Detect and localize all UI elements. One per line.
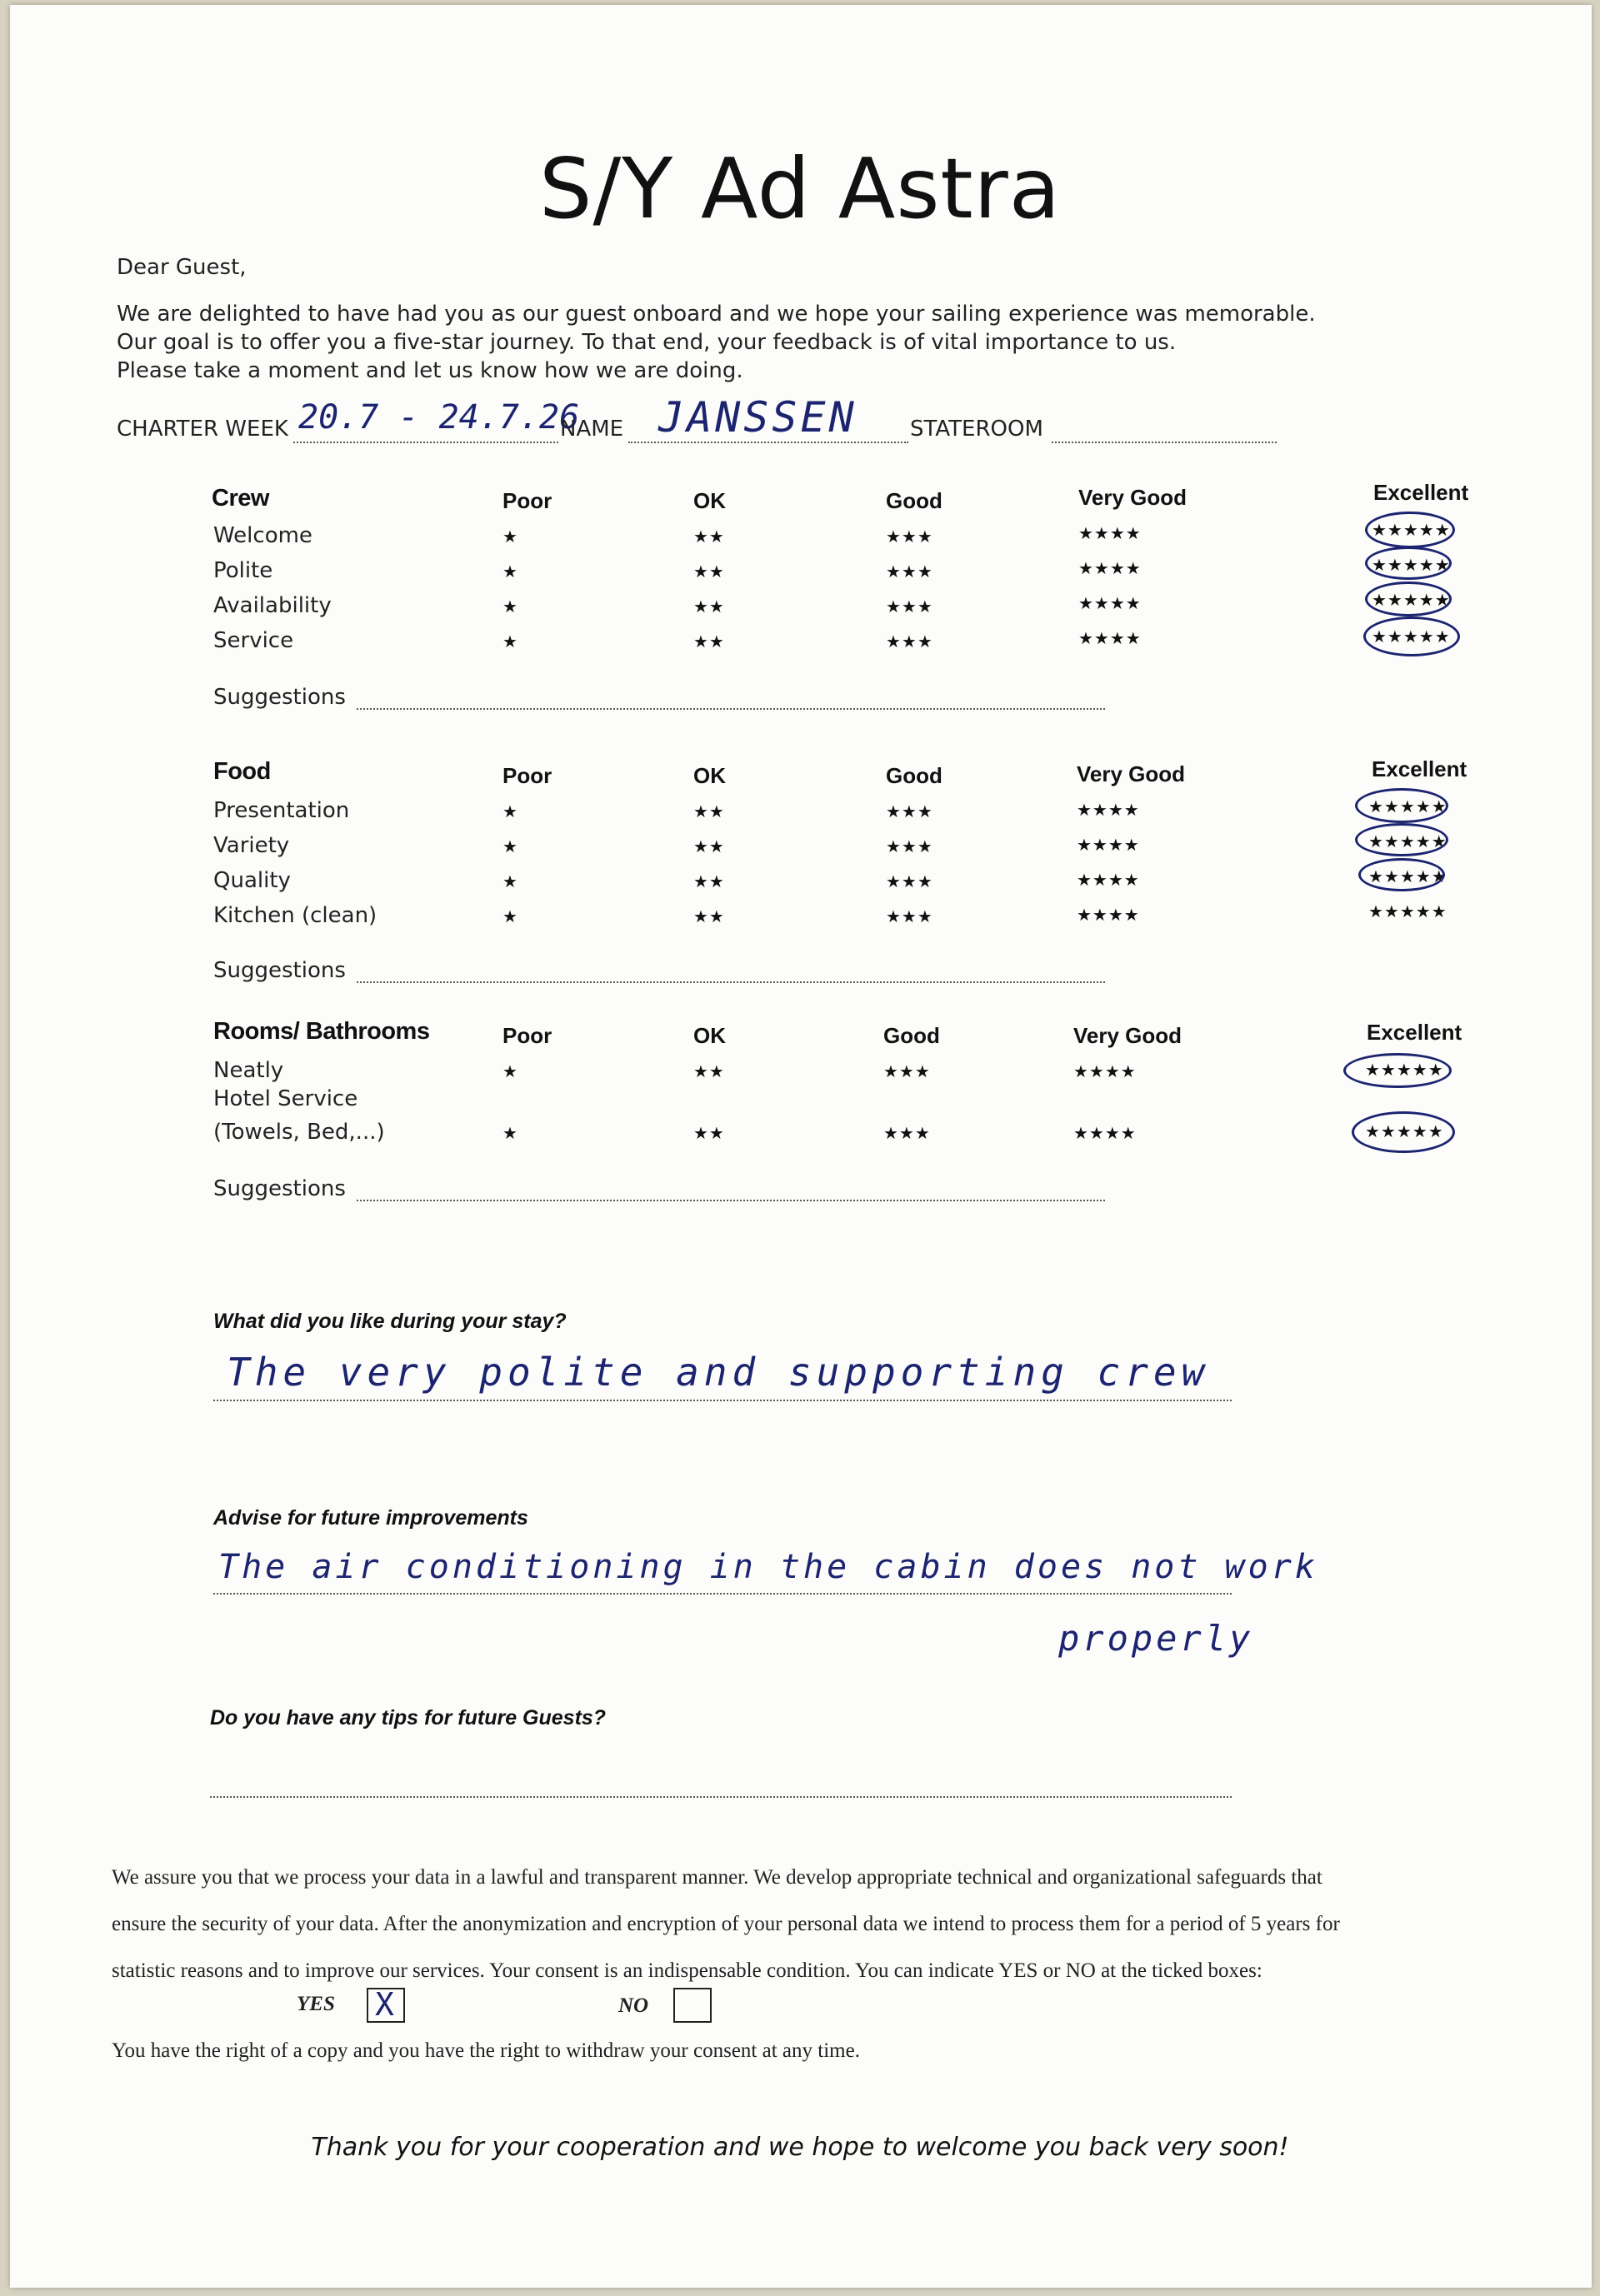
- food-header-excellent: Excellent: [1372, 756, 1468, 781]
- crew-polite-star-3[interactable]: ★★★: [886, 562, 933, 581]
- crew-polite-star-2[interactable]: ★★: [693, 562, 725, 581]
- question-tips: Do you have any tips for future Guests?: [210, 1706, 607, 1729]
- question-improvements: Advise for future improvements: [213, 1506, 528, 1530]
- crew-header-ok: OK: [693, 488, 726, 513]
- food-item-kitchen: Kitchen (clean): [213, 903, 378, 928]
- crew-service-star-1[interactable]: ★: [502, 631, 518, 651]
- crew-service-star-2[interactable]: ★★: [693, 631, 725, 651]
- charter-week-label: CHARTER WEEK: [117, 417, 288, 442]
- food-header-ok: OK: [693, 763, 726, 788]
- intro-line-2: Our goal is to offer you a five-star journey. To that end, your feedback is of vital importance to us.: [117, 330, 1177, 355]
- rooms-hotel-star-2[interactable]: ★★: [693, 1123, 725, 1143]
- section-title-crew: Crew: [212, 485, 269, 512]
- food-kitchen-star-2[interactable]: ★★: [693, 906, 725, 926]
- rooms-hotel-star-4[interactable]: ★★★★: [1073, 1123, 1137, 1143]
- food-quality-star-4[interactable]: ★★★★: [1077, 870, 1140, 890]
- crew-suggestions-field[interactable]: [357, 686, 1105, 710]
- food-quality-star-5[interactable]: ★★★★★: [1368, 866, 1448, 886]
- food-variety-selection-circle: [1355, 823, 1448, 856]
- crew-availability-star-5[interactable]: ★★★★★: [1372, 590, 1451, 610]
- question-liked: What did you like during your stay?: [213, 1310, 567, 1333]
- crew-availability-star-2[interactable]: ★★: [693, 596, 725, 616]
- rooms-header-very-good: Very Good: [1073, 1023, 1182, 1048]
- crew-item-service: Service: [213, 628, 294, 653]
- rooms-neatly-selection-circle: [1343, 1053, 1452, 1088]
- food-variety-star-3[interactable]: ★★★: [886, 836, 933, 856]
- food-variety-star-4[interactable]: ★★★★: [1077, 835, 1140, 855]
- rooms-hotel-star-5[interactable]: ★★★★★: [1365, 1121, 1444, 1141]
- intro-line-3: Please take a moment and let us know how we are doing.: [117, 358, 743, 383]
- rooms-hotel-selection-circle: [1352, 1111, 1455, 1153]
- food-header-poor: Poor: [502, 763, 552, 788]
- intro-line-1: We are delighted to have had you as our guest onboard and we hope your sailing experience was memorable.: [117, 302, 1316, 327]
- rooms-header-good: Good: [883, 1023, 940, 1048]
- rooms-neatly-star-2[interactable]: ★★: [693, 1061, 725, 1081]
- food-quality-star-1[interactable]: ★: [502, 871, 518, 891]
- food-kitchen-star-4[interactable]: ★★★★: [1077, 905, 1140, 925]
- no-checkbox[interactable]: [673, 1988, 712, 2023]
- food-item-presentation: Presentation: [213, 798, 350, 823]
- crew-header-excellent: Excellent: [1373, 480, 1469, 505]
- food-quality-star-2[interactable]: ★★: [693, 871, 725, 891]
- food-presentation-star-3[interactable]: ★★★: [886, 801, 933, 821]
- rooms-neatly-star-5[interactable]: ★★★★★: [1365, 1060, 1444, 1080]
- crew-availability-star-4[interactable]: ★★★★: [1078, 593, 1142, 613]
- crew-welcome-selection-circle: [1365, 512, 1455, 548]
- food-header-good: Good: [886, 763, 942, 788]
- rooms-item-hotel-service: Hotel Service: [213, 1086, 358, 1111]
- yes-checkbox[interactable]: [367, 1988, 405, 2023]
- rooms-neatly-star-4[interactable]: ★★★★: [1073, 1061, 1137, 1081]
- crew-service-star-5[interactable]: ★★★★★: [1372, 626, 1451, 646]
- section-title-rooms: Rooms/ Bathrooms: [213, 1018, 430, 1045]
- food-quality-selection-circle: [1358, 858, 1445, 891]
- food-presentation-selection-circle: [1355, 788, 1448, 823]
- food-presentation-star-5[interactable]: ★★★★★: [1368, 796, 1448, 816]
- food-item-quality: Quality: [213, 868, 291, 893]
- crew-availability-star-3[interactable]: ★★★: [886, 596, 933, 616]
- crew-welcome-star-2[interactable]: ★★: [693, 527, 725, 547]
- food-variety-star-1[interactable]: ★: [502, 836, 518, 856]
- crew-service-selection-circle: [1363, 616, 1460, 656]
- food-kitchen-star-3[interactable]: ★★★: [886, 906, 933, 926]
- yes-label: YES: [297, 1993, 335, 2015]
- legal-line-3: statistic reasons and to improve our services. Your consent is an indispensable condition. You can indicate YES or NO at the ticked boxes:: [112, 1959, 1262, 1982]
- closing-message: Thank you for your cooperation and we hope to welcome you back very soon!: [311, 2133, 1289, 2162]
- rooms-item-neatly: Neatly: [213, 1058, 284, 1083]
- food-suggestions-label: Suggestions: [213, 958, 346, 983]
- food-presentation-star-1[interactable]: ★: [502, 801, 518, 821]
- crew-service-star-4[interactable]: ★★★★: [1078, 628, 1142, 648]
- crew-availability-selection-circle: [1365, 581, 1452, 616]
- rooms-suggestions-label: Suggestions: [213, 1176, 346, 1201]
- crew-availability-star-1[interactable]: ★: [502, 596, 518, 616]
- food-presentation-star-2[interactable]: ★★: [693, 801, 725, 821]
- name-value: JANSSEN: [658, 393, 858, 442]
- crew-polite-star-4[interactable]: ★★★★: [1078, 558, 1142, 578]
- crew-welcome-star-3[interactable]: ★★★: [886, 527, 933, 547]
- crew-welcome-star-4[interactable]: ★★★★: [1078, 523, 1142, 543]
- food-quality-star-3[interactable]: ★★★: [886, 871, 933, 891]
- food-item-variety: Variety: [213, 833, 290, 858]
- rooms-header-ok: OK: [693, 1023, 726, 1048]
- crew-header-very-good: Very Good: [1078, 485, 1188, 510]
- yes-check-mark: X: [375, 1986, 394, 2023]
- food-variety-star-5[interactable]: ★★★★★: [1368, 831, 1448, 851]
- crew-polite-star-5[interactable]: ★★★★★: [1372, 555, 1451, 575]
- crew-header-good: Good: [886, 488, 942, 513]
- answer-improvements-text: The air conditioning in the cabin does not work: [218, 1548, 1318, 1586]
- rooms-neatly-star-1[interactable]: ★: [502, 1061, 518, 1081]
- food-kitchen-star-5[interactable]: ★★★★★: [1368, 901, 1448, 921]
- rooms-hotel-star-1[interactable]: ★: [502, 1123, 518, 1143]
- greeting: Dear Guest,: [117, 255, 247, 280]
- crew-suggestions-label: Suggestions: [213, 685, 346, 710]
- legal-line-1: We assure you that we process your data in a lawful and transparent manner. We develop appropriate technical and organizational safeguards that: [112, 1866, 1322, 1889]
- answer-liked-text: The very polite and supporting crew: [227, 1350, 1210, 1395]
- food-kitchen-star-1[interactable]: ★: [502, 906, 518, 926]
- rooms-header-poor: Poor: [502, 1023, 552, 1048]
- crew-item-availability: Availability: [213, 593, 332, 618]
- crew-header-poor: Poor: [502, 488, 552, 513]
- food-variety-star-2[interactable]: ★★: [693, 836, 725, 856]
- page-title: S/Y Ad Astra: [538, 140, 1062, 237]
- crew-item-welcome: Welcome: [213, 523, 312, 548]
- food-presentation-star-4[interactable]: ★★★★: [1077, 800, 1140, 820]
- food-header-very-good: Very Good: [1077, 761, 1186, 786]
- rooms-neatly-star-3[interactable]: ★★★: [883, 1061, 931, 1081]
- name-label: NAME: [560, 417, 624, 442]
- charter-week-value: 20.7 - 24.7.26: [298, 398, 580, 437]
- crew-polite-selection-circle: [1365, 547, 1452, 580]
- legal-line-2: ensure the security of your data. After the anonymization and encryption of your personal data we intend to process them for a period of 5 years for: [112, 1913, 1340, 1935]
- rooms-suggestions-field[interactable]: [357, 1178, 1105, 1201]
- stateroom-label: STATEROOM: [910, 417, 1043, 442]
- rooms-hotel-star-3[interactable]: ★★★: [883, 1123, 931, 1143]
- rights-statement: You have the right of a copy and you have the right to withdraw your consent at any time.: [112, 2039, 860, 2062]
- no-label: NO: [618, 1994, 649, 2017]
- crew-service-star-3[interactable]: ★★★: [886, 631, 933, 651]
- answer-tips-field[interactable]: [210, 1771, 1232, 1798]
- answer-improvements-text-2: properly: [1058, 1618, 1254, 1659]
- rooms-header-excellent: Excellent: [1367, 1020, 1462, 1045]
- crew-welcome-star-5[interactable]: ★★★★★: [1372, 520, 1451, 540]
- food-suggestions-field[interactable]: [357, 960, 1105, 983]
- section-title-food: Food: [213, 758, 271, 785]
- stateroom-field[interactable]: [1052, 417, 1277, 443]
- crew-polite-star-1[interactable]: ★: [502, 562, 518, 581]
- crew-welcome-star-1[interactable]: ★: [502, 527, 518, 547]
- crew-item-polite: Polite: [213, 558, 273, 583]
- rooms-item-hotel-service-detail: (Towels, Bed,...): [213, 1120, 385, 1145]
